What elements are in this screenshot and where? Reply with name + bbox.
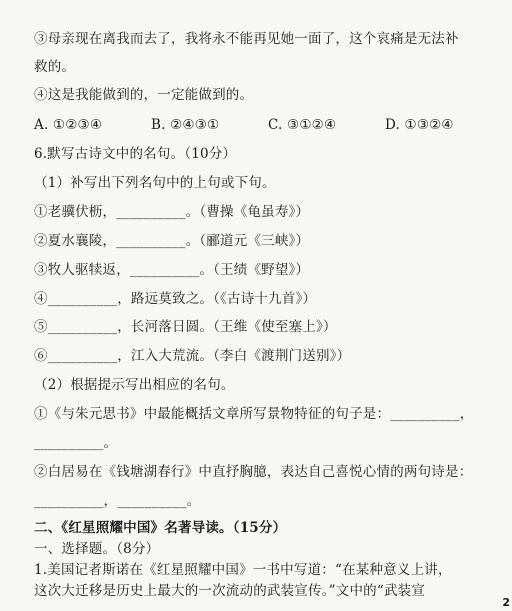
section-2-title: 二、《红星照耀中国》名著导读。（15分） (34, 520, 287, 536)
section-2-choice-title: 一、选择题。（8分） (34, 541, 160, 557)
prompt-1-line1: ①《与朱元思书》中最能概括文章所写景物特征的句子是：__________， (34, 406, 474, 422)
question-1-line2: 这次大迁移是历史上最大的一次流动的武装宣传。”文中的“武装宣 (34, 583, 426, 599)
question-1-line1: 1.美国记者斯诺在《红星照耀中国》一书中写道：“在某种意义上讲， (34, 562, 452, 578)
poem-item-3: ③牧人驱犊返，__________。（王绩《野望》） (34, 262, 310, 278)
option-b: B. ②④③① (151, 117, 220, 133)
poem-item-5: ⑤__________，长河落日圆。（王维《使至塞上》） (34, 319, 337, 335)
prompt-1-line2: __________。 (34, 435, 118, 451)
poem-item-6: ⑥__________，江入大荒流。（李白《渡荆门送别》） (34, 348, 351, 364)
option-c: C. ③①②④ (268, 117, 337, 133)
sentence-4: ④这是我能做到的，一定能做到的。 (34, 87, 254, 103)
question-6-part-1: （1）补写出下列名句中的上句或下句。 (34, 175, 276, 191)
question-6-title: 6.默写古诗文中的名句。（10分） (34, 146, 237, 162)
prompt-2-line2: __________，__________。 (34, 493, 201, 509)
poem-item-4: ④__________，路远莫致之。（《古诗十九首》） (34, 291, 317, 307)
question-6-part-2: （2）根据提示写出相应的名句。 (34, 377, 235, 393)
option-a: A. ①②③④ (34, 117, 103, 133)
sentence-3-line1: ③母亲现在离我而去了，我将永不能再见她一面了，这个哀痛是无法补 (34, 31, 459, 47)
option-d: D. ①③②④ (385, 117, 454, 133)
poem-item-2: ②夏水襄陵，__________。（郦道元《三峡》） (34, 233, 310, 249)
page-number: 2 (502, 596, 510, 609)
sentence-3-line2: 救的。 (34, 59, 76, 75)
prompt-2-line1: ②白居易在《钱塘湖春行》中直抒胸臆，表达自己喜悦心情的两句诗是： (34, 464, 473, 480)
answer-options (34, 116, 502, 134)
poem-item-1: ①老骥伏枥，__________。（曹操《龟虽寿》） (34, 204, 310, 220)
